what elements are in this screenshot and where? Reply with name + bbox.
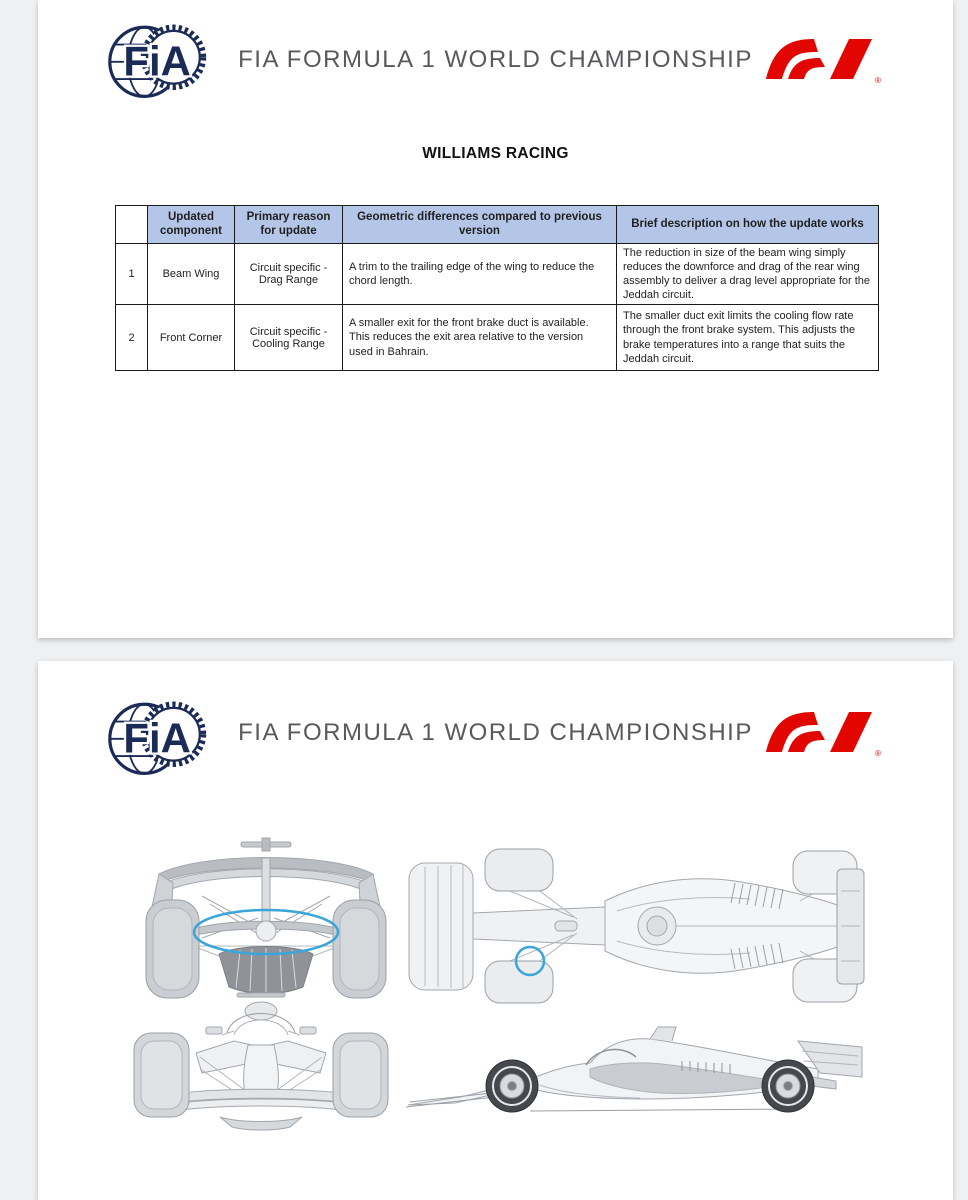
reason-cell: Circuit specific - Drag Range <box>235 243 343 304</box>
f1-registered-mark: ® <box>875 76 881 85</box>
f1-logo-icon <box>752 34 882 86</box>
page-title: FIA FORMULA 1 WORLD CHAMPIONSHIP <box>238 719 753 746</box>
fia-logo-text: FiA <box>123 37 191 85</box>
page-2 <box>38 661 953 1200</box>
table-row <box>116 243 879 304</box>
f1-logo <box>752 34 882 86</box>
description-cell: The reduction in size of the beam wing simply reduces the downforce and drag of the rear wing assembly to deliver a drag level appropriate for the Jeddah circuit. <box>617 243 879 304</box>
f1-registered-mark: ® <box>875 749 881 758</box>
page-1 <box>38 0 953 638</box>
col-header-description: Brief description on how the update works <box>617 206 879 244</box>
row-number-cell: 2 <box>116 305 148 371</box>
top-view-diagram <box>405 841 868 1013</box>
page-title: FIA FORMULA 1 WORLD CHAMPIONSHIP <box>238 46 753 73</box>
table-header-row <box>116 206 879 244</box>
reason-cell: Circuit specific - Cooling Range <box>235 305 343 371</box>
geometric-cell: A smaller exit for the front brake duct is available. This reduces the exit area relative to the version used in Bahrain. <box>343 305 617 371</box>
component-cell: Beam Wing <box>148 243 235 304</box>
component-cell: Front Corner <box>148 305 235 371</box>
table-row <box>116 305 879 371</box>
col-header-reason: Primary reason for update <box>235 206 343 244</box>
description-cell: The smaller duct exit limits the cooling flow rate through the front brake system. This adjusts the brake temperatures into a range that suits the Jeddah circuit. <box>617 305 879 371</box>
team-title: WILLIAMS RACING <box>422 145 569 162</box>
side-view-diagram <box>400 1023 870 1123</box>
corner-header-cell <box>116 206 148 244</box>
front-view-diagram <box>130 991 392 1141</box>
fia-logo-text: FiA <box>123 714 191 762</box>
col-header-component: Updated component <box>148 206 235 244</box>
update-table <box>115 205 879 371</box>
f1-logo-icon <box>752 707 882 759</box>
row-number-cell: 1 <box>116 243 148 304</box>
geometric-cell: A trim to the trailing edge of the wing to reduce the chord length. <box>343 243 617 304</box>
col-header-geometric: Geometric differences compared to previous version <box>343 206 617 244</box>
f1-logo <box>752 707 882 759</box>
rear-view-diagram <box>140 836 392 1011</box>
